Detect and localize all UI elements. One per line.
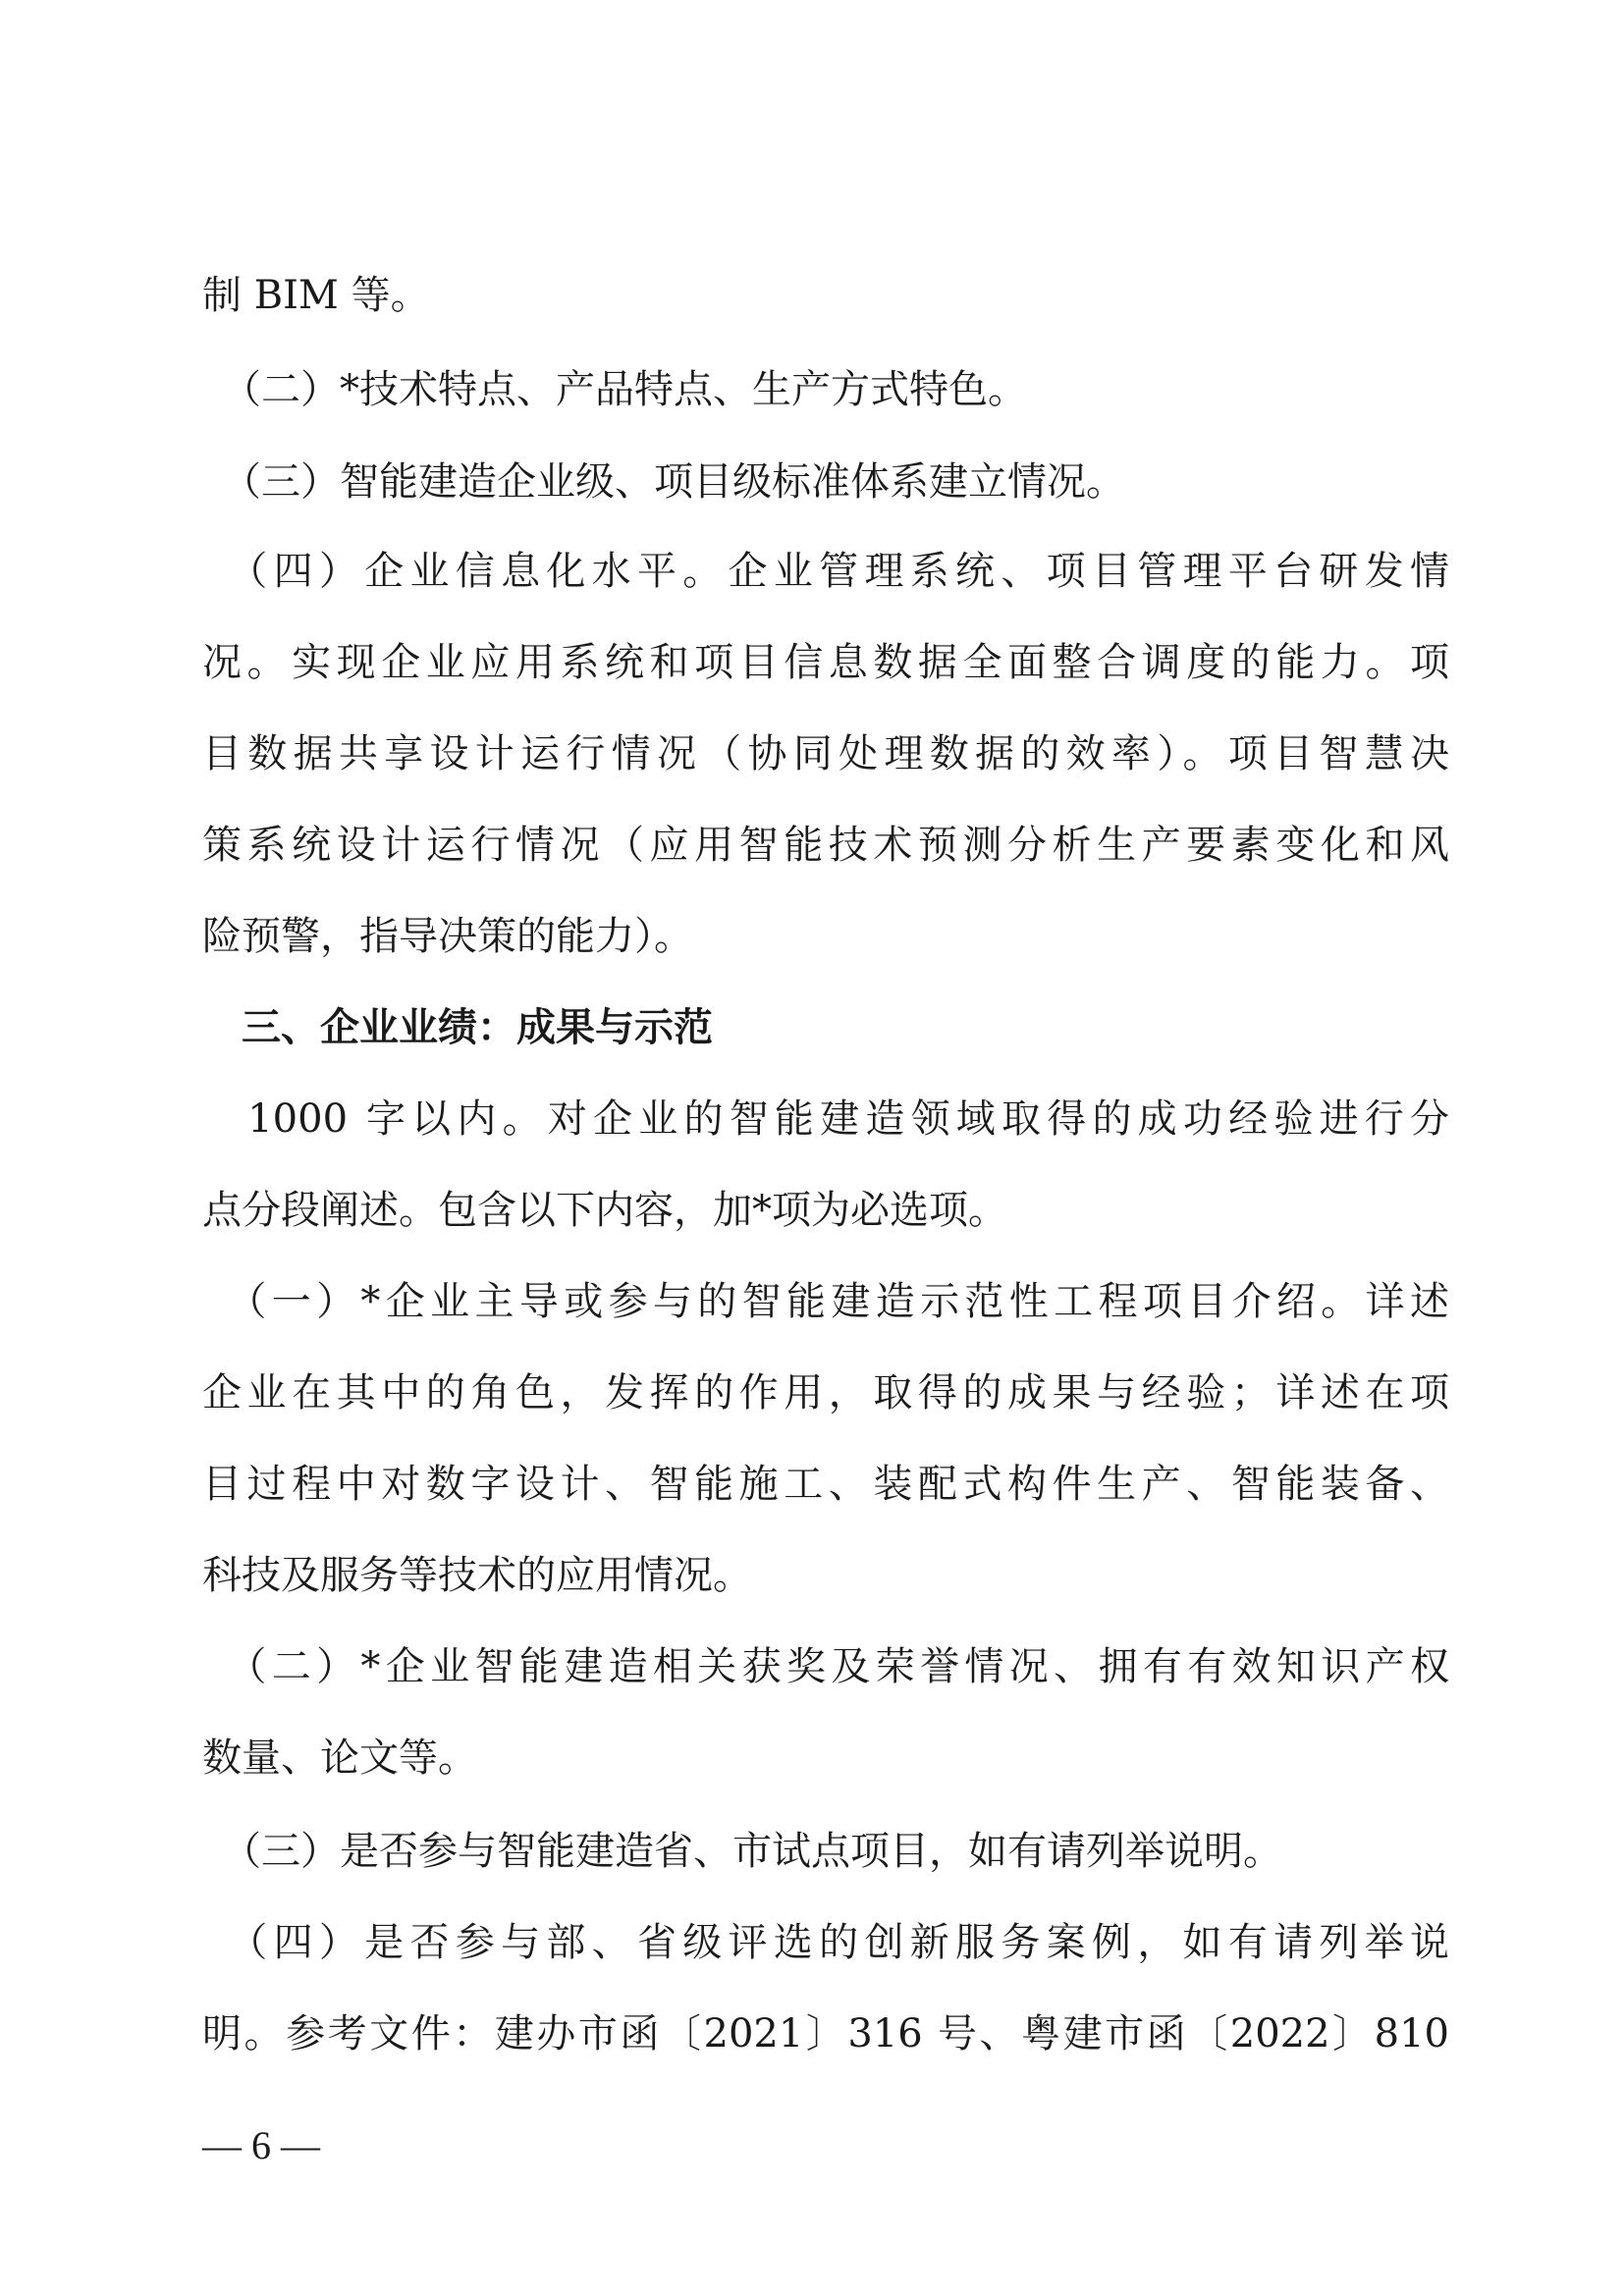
text-line: （四）是否参与部、省级评选的创新服务案例，如有请列举说 <box>202 1920 1449 1965</box>
text-line: 策系统设计运行情况（应用智能技术预测分析生产要素变化和风 <box>202 823 1449 868</box>
text-line: 点分段阐述。包含以下内容，加*项为必选项。 <box>202 1188 1007 1233</box>
text-line: 1000 字以内。对企业的智能建造领域取得的成功经验进行分 <box>202 1096 1449 1142</box>
section-heading: 三、企业业绩：成果与示范 <box>202 1005 713 1050</box>
text-line: 目数据共享设计运行情况（协同处理数据的效率）。项目智慧决 <box>202 731 1449 776</box>
text-line: 制 BIM 等。 <box>202 273 430 318</box>
text-line: （三）智能建造企业级、项目级标准体系建立情况。 <box>202 459 1125 505</box>
text-line: 企业在其中的角色，发挥的作用，取得的成果与经验；详述在项 <box>202 1370 1449 1415</box>
text-line: 况。实现企业应用系统和项目信息数据全面整合调度的能力。项 <box>202 640 1449 685</box>
text-line: 目过程中对数字设计、智能施工、装配式构件生产、智能装备、 <box>202 1462 1449 1507</box>
text-line: （二）*技术特点、产品特点、生产方式特色。 <box>202 367 1027 412</box>
text-line: （二）*企业智能建造相关获奖及荣誉情况、拥有有效知识产权 <box>202 1644 1449 1689</box>
text-line: 险预警，指导决策的能力）。 <box>202 914 693 959</box>
text-line: （四）企业信息化水平。企业管理系统、项目管理平台研发情 <box>202 549 1449 594</box>
text-line: （一）*企业主导或参与的智能建造示范性工程项目介绍。详述 <box>202 1279 1449 1324</box>
text-line: （三）是否参与智能建造省、市试点项目，如有请列举说明。 <box>202 1829 1282 1874</box>
text-line: 科技及服务等技术的应用情况。 <box>202 1553 752 1598</box>
page-number: — 6 — <box>202 2123 320 2167</box>
text-line: 数量、论文等。 <box>202 1735 477 1781</box>
text-line: 明。参考文件：建办市函〔2021〕316 号、粤建市函〔2022〕810 <box>202 2011 1449 2056</box>
